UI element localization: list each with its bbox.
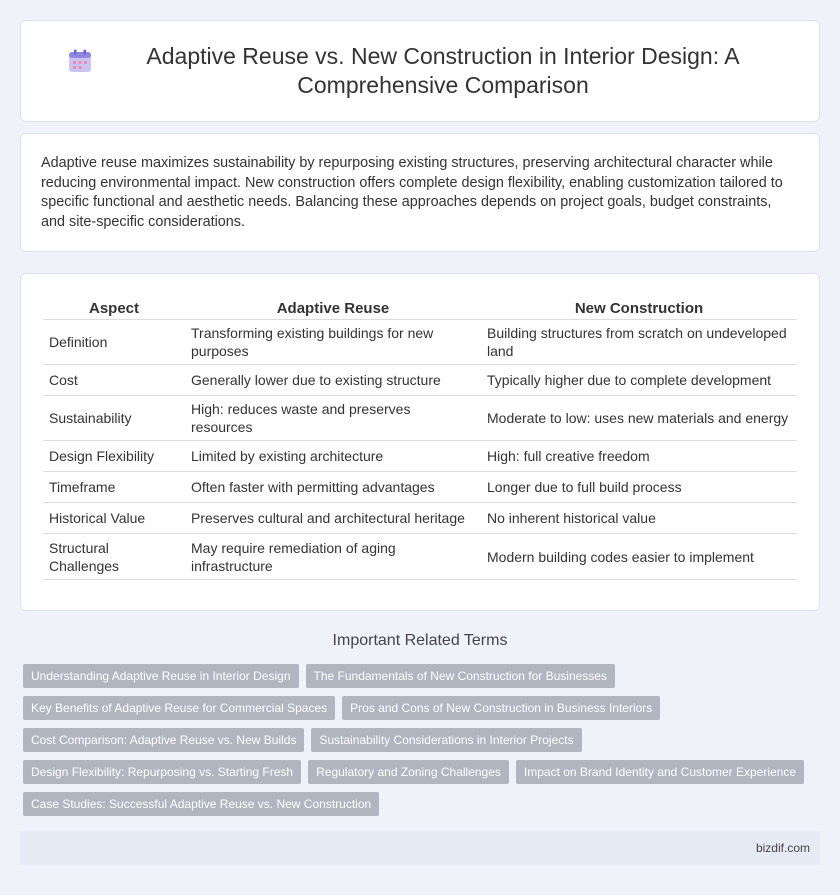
table-cell-new-construction: High: full creative freedom [481, 441, 797, 472]
table-cell-new-construction: Modern building codes easier to implement [481, 534, 797, 580]
table-cell-new-construction: Typically higher due to complete development [481, 365, 797, 396]
table-cell-new-construction: No inherent historical value [481, 503, 797, 534]
table-row [43, 503, 797, 534]
footer [20, 831, 820, 865]
comparison-table [43, 296, 797, 580]
table-cell-adaptive-reuse: Preserves cultural and architectural heritage [185, 503, 481, 534]
table-cell-aspect: Structural Challenges [43, 534, 185, 580]
table-cell-aspect: Timeframe [43, 472, 185, 503]
column-header-aspect: Aspect [43, 296, 185, 320]
header-card [20, 20, 820, 122]
comparison-table-card [20, 273, 820, 611]
table-row [43, 441, 797, 472]
related-term-tag[interactable]: The Fundamentals of New Construction for Businesses [306, 664, 615, 688]
table-cell-aspect: Sustainability [43, 396, 185, 441]
table-cell-adaptive-reuse: High: reduces waste and preserves resources [185, 396, 481, 441]
related-terms-tags [23, 664, 823, 824]
intro-card [20, 133, 820, 252]
table-cell-aspect: Design Flexibility [43, 441, 185, 472]
related-term-tag[interactable]: Regulatory and Zoning Challenges [308, 760, 509, 784]
related-term-tag[interactable]: Pros and Cons of New Construction in Business Interiors [342, 696, 660, 720]
table-cell-aspect: Cost [43, 365, 185, 396]
table-cell-aspect: Definition [43, 320, 185, 365]
table-cell-aspect: Historical Value [43, 503, 185, 534]
table-row [43, 396, 797, 441]
table-cell-new-construction: Building structures from scratch on undeveloped land [481, 320, 797, 365]
calendar-icon [67, 48, 93, 74]
related-term-tag[interactable]: Understanding Adaptive Reuse in Interior Design [23, 664, 299, 688]
table-row [43, 365, 797, 396]
footer-site-link[interactable]: bizdif.com [755, 841, 810, 855]
table-cell-new-construction: Moderate to low: uses new materials and energy [481, 396, 797, 441]
related-term-tag[interactable]: Sustainability Considerations in Interior Projects [311, 728, 581, 752]
table-cell-new-construction: Longer due to full build process [481, 472, 797, 503]
table-cell-adaptive-reuse: May require remediation of aging infrastructure [185, 534, 481, 580]
page-title: Adaptive Reuse vs. New Construction in Interior Design: A Comprehensive Comparison [146, 43, 740, 98]
column-header-adaptive-reuse: Adaptive Reuse [185, 296, 481, 320]
related-term-tag[interactable]: Design Flexibility: Repurposing vs. Starting Fresh [23, 760, 301, 784]
table-row [43, 472, 797, 503]
related-term-tag[interactable]: Impact on Brand Identity and Customer Experience [516, 760, 804, 784]
table-row [43, 320, 797, 365]
table-cell-adaptive-reuse: Transforming existing buildings for new purposes [185, 320, 481, 365]
related-term-tag[interactable]: Cost Comparison: Adaptive Reuse vs. New Builds [23, 728, 304, 752]
related-term-tag[interactable]: Case Studies: Successful Adaptive Reuse vs. New Construction [23, 792, 379, 816]
column-header-new-construction: New Construction [481, 296, 797, 320]
intro-text: Adaptive reuse maximizes sustainability by repurposing existing structures, preserving architectural character while reducing environmental impact. New construction offers complete design flexibility, enabling customization tailored to specific functional and aesthetic needs. Balancing these approaches depends on project goals, budget constraints, and site-specific considerations. [41, 155, 783, 230]
table-row [43, 534, 797, 580]
table-cell-adaptive-reuse: Limited by existing architecture [185, 441, 481, 472]
related-term-tag[interactable]: Key Benefits of Adaptive Reuse for Commercial Spaces [23, 696, 335, 720]
table-cell-adaptive-reuse: Generally lower due to existing structure [185, 365, 481, 396]
related-terms-title: Important Related Terms [332, 632, 508, 649]
table-cell-adaptive-reuse: Often faster with permitting advantages [185, 472, 481, 503]
